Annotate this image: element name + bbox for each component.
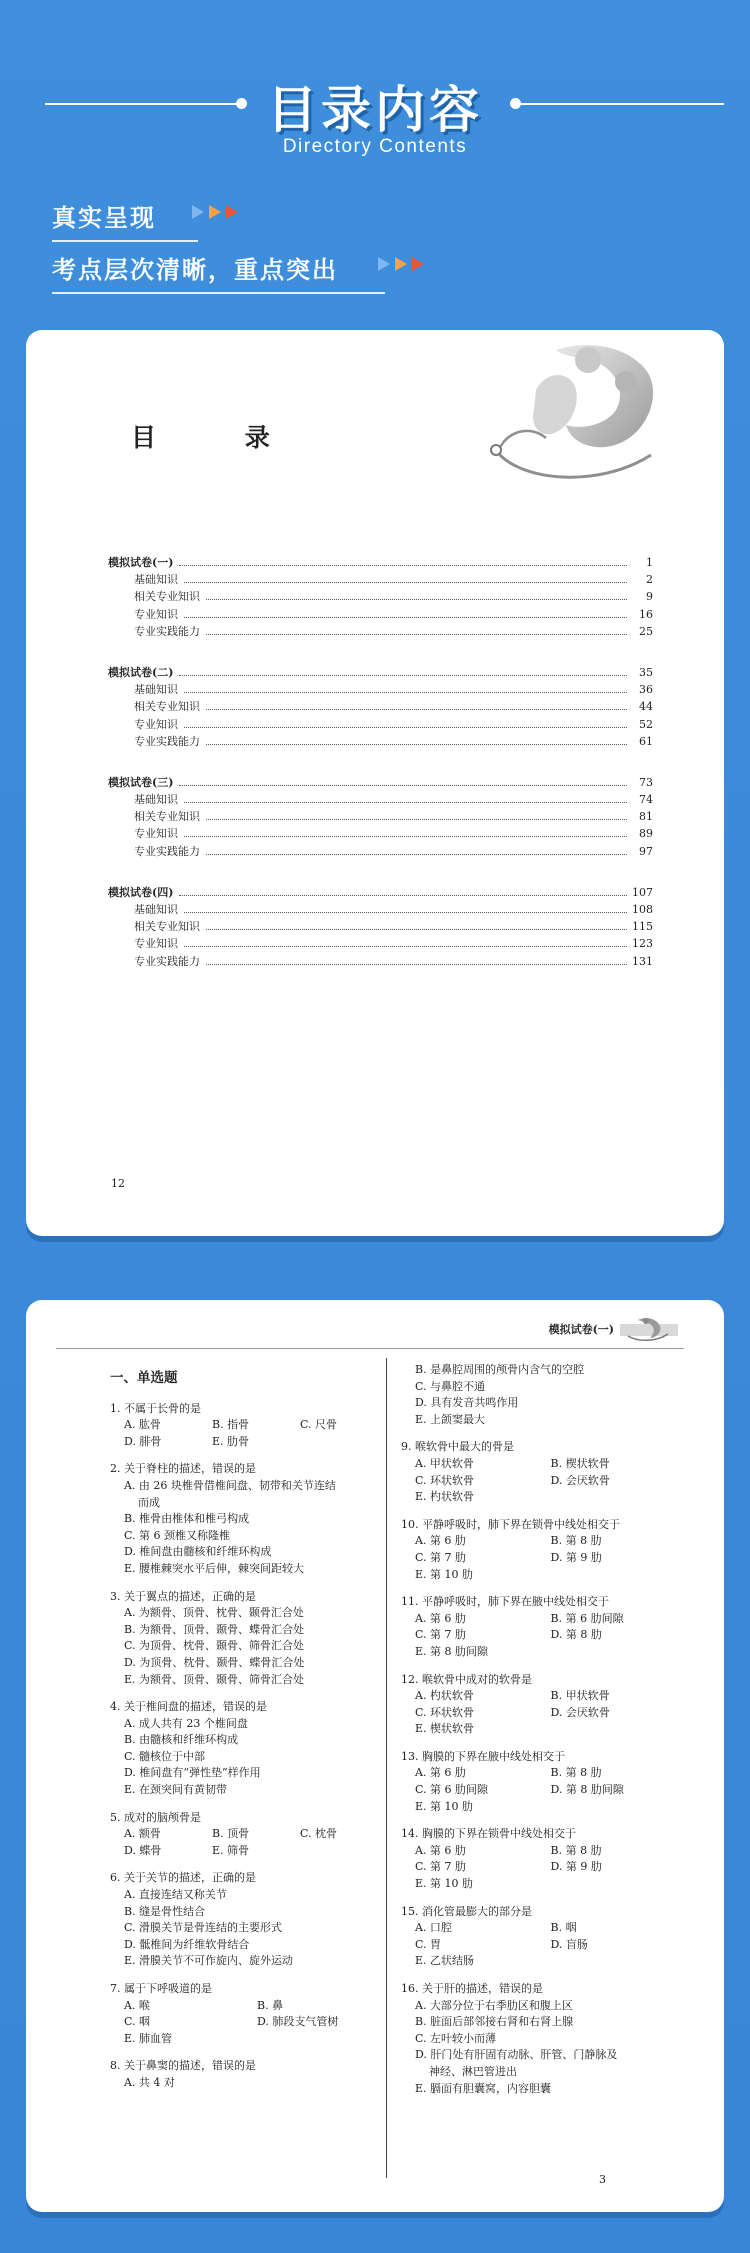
option-row	[401, 1473, 686, 1490]
toc-page: 123	[632, 937, 653, 951]
toc-page: 115	[632, 920, 653, 934]
left-column	[110, 1362, 390, 2103]
toc-leader	[206, 709, 627, 710]
toc-leader	[206, 744, 627, 745]
option: A. 成人共有 23 个椎间盘	[124, 1716, 248, 1730]
option: E. 为额骨、顶骨、颞骨、筛骨汇合处	[124, 1672, 305, 1686]
toc-leader	[184, 946, 627, 947]
toc-entry	[108, 825, 653, 842]
question	[401, 1981, 686, 2097]
toc-page: 74	[639, 793, 653, 807]
toc-leader	[184, 836, 627, 837]
page-header	[0, 60, 750, 170]
option-row	[401, 1688, 686, 1705]
option: A. 大部分位于右季肋区和腹上区	[415, 1998, 573, 2012]
toc-page: 2	[646, 573, 653, 587]
option: D. 骶椎间为纤维软骨结合	[124, 1937, 250, 1951]
question-stem: 12. 喉软骨中成对的软骨是	[401, 1672, 532, 1686]
toc-entry-label: 模拟试卷(二)	[108, 665, 174, 679]
toc-leader	[179, 785, 627, 786]
option: B. 为额骨、顶骨、颞骨、蝶骨汇合处	[124, 1622, 305, 1636]
right-column	[401, 1362, 686, 2108]
option: E. 肋骨	[212, 1434, 250, 1448]
toc-list	[108, 554, 653, 994]
toc-group	[108, 774, 653, 860]
toc-entry-label: 模拟试卷(四)	[108, 885, 174, 899]
toc-page: 97	[639, 844, 653, 858]
option: A. 第 6 肋	[415, 1534, 466, 1548]
toc-page: 16	[639, 607, 653, 621]
toc-leader	[206, 819, 627, 820]
option: E. 上颌窦最大	[415, 1412, 486, 1426]
toc-page: 25	[639, 624, 653, 638]
option: C. 第 7 肋	[415, 1628, 467, 1642]
toc-page: 35	[639, 665, 653, 679]
question	[401, 1749, 686, 1815]
arrow-icon	[378, 257, 390, 271]
option: D. 肝门处有肝固有动脉、肝管、门静脉及	[415, 2048, 618, 2062]
option: C. 第 7 肋	[415, 1860, 467, 1874]
toc-entry-label: 相关专业知识	[134, 920, 200, 934]
toc-leader	[206, 599, 627, 600]
toc-entry	[108, 901, 653, 918]
option-row	[110, 1826, 390, 1843]
running-head-text: 模拟试卷(一)	[548, 1323, 614, 1336]
option: B. 第 8 肋	[550, 1766, 602, 1780]
option-row	[401, 1765, 686, 1782]
toc-entry-label: 基础知识	[134, 573, 178, 587]
toc-leader	[184, 582, 627, 583]
toc-entry	[108, 588, 653, 605]
option: D. 椎间盘由髓核和纤维环构成	[124, 1545, 272, 1559]
option-row	[401, 1550, 686, 1567]
toc-page: 108	[632, 903, 653, 916]
option: B. 椎骨由椎体和椎弓构成	[124, 1512, 250, 1526]
toc-entry-label: 相关专业知识	[134, 700, 200, 714]
toc-entry-label: 专业知识	[134, 827, 178, 841]
option: C. 胃	[415, 1937, 442, 1951]
option: B. 缝是骨性结合	[124, 1904, 206, 1918]
option: A. 由 26 块椎骨借椎间盘、韧带和关节连结	[124, 1478, 336, 1492]
option-row	[401, 1705, 686, 1722]
option: A. 直接连结又称关节	[124, 1888, 227, 1902]
option-row	[110, 1417, 390, 1434]
toc-page: 44	[639, 700, 653, 714]
option: A. 第 6 肋	[415, 1766, 466, 1780]
toc-title: 目 录	[131, 423, 310, 452]
option-row	[110, 1843, 390, 1860]
header-subtitle: Directory Contents	[282, 136, 468, 157]
toc-entry-label: 专业知识	[134, 937, 178, 951]
toc-entry	[108, 953, 653, 970]
toc-leader	[184, 727, 627, 728]
option: D. 椎间盘有“弹性垫”样作用	[124, 1766, 261, 1780]
question-stem: 14. 胸膜的下界在锁骨中线处相交于	[401, 1827, 576, 1841]
option: A. 甲状软骨	[415, 1456, 474, 1470]
toc-entry	[108, 554, 653, 571]
toc-leader	[184, 692, 627, 693]
toc-entry-label: 基础知识	[134, 793, 178, 807]
option: E. 在颈突间有黄韧带	[124, 1783, 228, 1797]
option-row	[401, 1611, 686, 1628]
toc-entry	[108, 935, 653, 952]
option: B. 楔状软骨	[550, 1456, 610, 1470]
option: D. 第 8 肋	[550, 1628, 602, 1642]
question-stem: 10. 平静呼吸时，肺下界在锁骨中线处相交于	[401, 1517, 620, 1531]
option-row	[401, 1533, 686, 1550]
header-title: 目录内容	[267, 81, 483, 139]
option: E. 第 10 肋	[415, 1799, 474, 1813]
option: E. 楔状软骨	[415, 1722, 475, 1736]
question	[110, 1699, 390, 1799]
toc-leader	[179, 895, 627, 896]
toc-entry-label: 专业知识	[134, 717, 178, 731]
option: D. 蝶骨	[124, 1843, 162, 1857]
option: A. 为额骨、顶骨、枕骨、颞骨汇合处	[124, 1606, 304, 1620]
option-row	[401, 1456, 686, 1473]
toc-entry-label: 专业实践能力	[134, 844, 200, 858]
option-row	[401, 1859, 686, 1876]
toc-entry	[108, 606, 653, 623]
toc-entry	[108, 791, 653, 808]
toc-entry	[108, 884, 653, 901]
toc-leader	[184, 617, 627, 618]
toc-entry-label: 专业实践能力	[134, 734, 200, 748]
option: D. 第 9 肋	[550, 1550, 602, 1564]
option: A. 第 6 肋	[415, 1843, 466, 1857]
toc-page: 52	[639, 717, 653, 731]
tagline-1	[52, 198, 156, 233]
toc-page: 36	[639, 683, 653, 697]
option: A. 喉	[124, 1998, 150, 2012]
tagline-2-text: 考点层次清晰，重点突出	[52, 256, 338, 284]
question	[110, 1870, 390, 1970]
option-row	[110, 1998, 390, 2015]
toc-entry	[108, 664, 653, 681]
option: C. 枕骨	[300, 1827, 338, 1841]
question-stem: 4. 关于椎间盘的描述，错误的是	[110, 1700, 267, 1714]
question-stem: 5. 成对的脑颅骨是	[110, 1810, 201, 1824]
option: A. 共 4 对	[124, 2075, 175, 2089]
option: D. 为顶骨、枕骨、颞骨、蝶骨汇合处	[124, 1655, 305, 1669]
toc-entry	[108, 623, 653, 640]
toc-leader	[206, 964, 627, 965]
option: C. 环状软骨	[415, 1705, 475, 1719]
option: E. 杓状软骨	[415, 1490, 475, 1504]
toc-entry-label: 相关专业知识	[134, 590, 200, 604]
toc-page: 1	[646, 556, 653, 569]
option: B. 指骨	[212, 1418, 250, 1432]
question-stem: 6. 关于关节的描述，正确的是	[110, 1871, 256, 1885]
header-rule	[56, 1348, 684, 1349]
toc-leader	[179, 675, 627, 676]
option: E. 筛骨	[212, 1843, 250, 1857]
option: B. 鼻	[257, 1998, 284, 2012]
option: 而成	[138, 1495, 160, 1509]
option-row	[401, 1627, 686, 1644]
toc-entry	[108, 918, 653, 935]
toc-page: 81	[639, 810, 653, 824]
option: A. 肱骨	[124, 1418, 161, 1432]
question	[110, 2058, 390, 2091]
question-stem: 13. 胸膜的下界在腋中线处相交于	[401, 1749, 565, 1763]
option: C. 第 6 颈椎又称隆椎	[124, 1528, 231, 1542]
arrow-icon	[395, 257, 407, 271]
option-row	[110, 1434, 390, 1451]
option: A. 口腔	[415, 1921, 452, 1935]
tagline-2	[52, 250, 338, 285]
option: C. 第 7 肋	[415, 1550, 467, 1564]
toc-group	[108, 664, 653, 750]
option: D. 会厌软骨	[550, 1705, 610, 1719]
question-stem: 3. 关于翼点的描述，正确的是	[110, 1589, 256, 1603]
option: A. 杓状软骨	[415, 1689, 474, 1703]
question	[401, 1439, 686, 1505]
option: D. 腓骨	[124, 1434, 162, 1448]
toc-leader	[206, 854, 627, 855]
option: B. 第 8 肋	[550, 1843, 602, 1857]
toc-entry-label: 专业实践能力	[134, 954, 200, 968]
option: B. 由髓核和纤维环构成	[124, 1733, 239, 1747]
option: 神经、淋巴管进出	[429, 2064, 517, 2078]
option: E. 乙状结肠	[415, 1954, 475, 1968]
mini-logo-icon	[620, 1314, 678, 1344]
running-head	[549, 1314, 678, 1344]
toc-page: 107	[632, 885, 653, 899]
toc-card	[26, 330, 724, 1236]
option-row	[110, 2014, 390, 2031]
tagline-1-underline	[52, 240, 198, 242]
toc-page: 61	[639, 734, 653, 748]
toc-entry-label: 专业实践能力	[134, 624, 200, 638]
option: C. 咽	[124, 2015, 151, 2029]
option: E. 第 10 肋	[415, 1567, 474, 1581]
question	[110, 1461, 390, 1577]
option: E. 第 8 肋间隙	[415, 1644, 489, 1658]
toc-entry	[108, 698, 653, 715]
toc-leader	[184, 802, 627, 803]
toc-entry-label: 专业知识	[134, 607, 178, 621]
question	[110, 1589, 390, 1689]
toc-entry-label: 相关专业知识	[134, 810, 200, 824]
option-row	[401, 1920, 686, 1937]
option: C. 为顶骨、枕骨、颞骨、筛骨汇合处	[124, 1639, 305, 1653]
option: D. 肺段支气管树	[257, 2015, 339, 2029]
toc-entry	[108, 681, 653, 698]
option: B. 咽	[550, 1921, 577, 1935]
option: B. 甲状软骨	[550, 1689, 610, 1703]
tagline-2-underline	[52, 292, 385, 294]
question-stem: 16. 关于肝的描述，错误的是	[401, 1982, 543, 1995]
option-row	[401, 1782, 686, 1799]
question	[110, 1401, 390, 1451]
option: C. 左叶较小而薄	[415, 2031, 497, 2045]
medical-logo-icon	[476, 330, 686, 495]
question-stem: 2. 关于脊柱的描述，错误的是	[110, 1462, 256, 1476]
question-stem: 11. 平静呼吸时，肺下界在腋中线处相交于	[401, 1595, 609, 1609]
toc-entry	[108, 843, 653, 860]
toc-leader	[206, 929, 627, 930]
question-stem: 7. 属于下呼吸道的是	[110, 1982, 212, 1995]
toc-entry-label: 基础知识	[134, 903, 178, 916]
option: E. 腰椎棘突水平后伸，棘突间距较大	[124, 1561, 305, 1575]
toc-entry	[108, 716, 653, 733]
exam-card	[26, 1300, 724, 2212]
option: A. 第 6 肋	[415, 1611, 466, 1625]
question	[110, 1810, 390, 1860]
arrow-icon	[209, 205, 221, 219]
question	[401, 1517, 686, 1583]
question-stem: 9. 喉软骨中最大的骨是	[401, 1440, 514, 1454]
option: B. 第 6 肋间隙	[550, 1611, 624, 1625]
toc-leader	[179, 565, 627, 566]
question	[401, 1826, 686, 1892]
option-row	[401, 1843, 686, 1860]
question	[401, 1672, 686, 1738]
arrow-icon	[192, 205, 204, 219]
toc-entry-label: 模拟试卷(三)	[108, 775, 174, 789]
toc-entry	[108, 733, 653, 750]
toc-entry	[108, 571, 653, 588]
toc-entry	[108, 808, 653, 825]
option: E. 滑膜关节不可作旋内、旋外运动	[124, 1954, 294, 1968]
toc-page: 9	[646, 590, 653, 604]
arrow-icon	[226, 205, 238, 219]
option: E. 膈面有胆囊窝，内容胆囊	[415, 2081, 552, 2095]
toc-entry-label: 基础知识	[134, 683, 178, 697]
option: C. 第 6 肋间隙	[415, 1783, 489, 1797]
option: E. 第 10 肋	[415, 1877, 474, 1891]
option: A. 额骨	[124, 1827, 161, 1841]
option: D. 具有发音共鸣作用	[415, 1396, 519, 1410]
question	[401, 1904, 686, 1970]
option: D. 第 8 肋间隙	[550, 1783, 624, 1797]
toc-leader	[206, 634, 627, 635]
toc-page: 131	[632, 954, 653, 968]
option-row	[401, 1937, 686, 1954]
option: E. 肺血管	[124, 2031, 173, 2045]
toc-leader	[184, 912, 627, 913]
toc-entry	[108, 774, 653, 791]
toc-page-number: 12	[111, 1177, 125, 1190]
option: C. 尺骨	[300, 1418, 338, 1432]
option: B. 第 8 肋	[550, 1534, 602, 1548]
option: C. 环状软骨	[415, 1473, 475, 1487]
arrow-icon	[412, 257, 424, 271]
question-stem: 15. 消化管最膨大的部分是	[401, 1904, 532, 1918]
question-continued	[401, 1362, 686, 1428]
question-stem: 8. 关于鼻窦的描述，错误的是	[110, 2059, 256, 2073]
toc-page: 73	[639, 775, 653, 789]
option: C. 与鼻腔不通	[415, 1379, 486, 1393]
toc-entry-label: 模拟试卷(一)	[108, 556, 174, 569]
exam-page-number: 3	[599, 2173, 606, 2186]
header-line-right	[514, 103, 724, 105]
toc-group	[108, 884, 653, 970]
question-stem: 1. 不属于长骨的是	[110, 1401, 201, 1415]
option: D. 会厌软骨	[550, 1473, 610, 1487]
option: D. 盲肠	[550, 1937, 588, 1951]
option: D. 第 9 肋	[550, 1860, 602, 1874]
toc-group	[108, 554, 653, 640]
question	[110, 1981, 390, 2047]
option: C. 滑膜关节是骨连结的主要形式	[124, 1921, 283, 1935]
option: C. 髓核位于中部	[124, 1749, 206, 1763]
toc-page: 89	[639, 827, 653, 841]
option: B. 脏面后部邻接右肾和右肾上腺	[415, 2015, 574, 2029]
option: B. 顶骨	[212, 1827, 250, 1841]
tagline-1-text: 真实呈现	[52, 204, 156, 232]
question	[401, 1594, 686, 1660]
section-heading: 一、单选题	[110, 1370, 178, 1386]
option: B. 是鼻腔周围的颅骨内含气的空腔	[415, 1363, 585, 1376]
